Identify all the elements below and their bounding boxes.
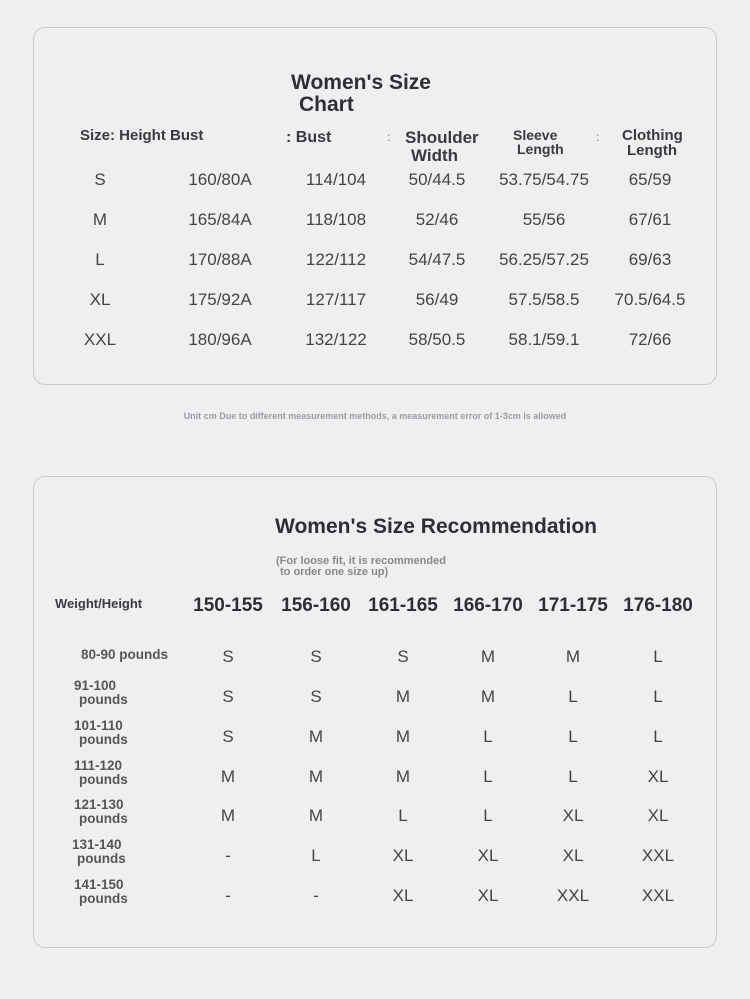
recommended-size-cell: XXL [556,886,590,905]
recommended-size-cell: L [568,727,578,746]
recommended-size-cell: S [310,647,322,666]
weight-row-label: 111-120 [74,758,123,773]
recommended-size-cell: XL [647,806,669,825]
size-chart-cell-shoulder-width: 58/50.5 [408,330,466,349]
recommended-size-cell: XXL [641,846,675,865]
size-chart-cell-size: XL [89,290,111,309]
weight-row-label-unit: pounds [79,772,128,787]
size-chart-cell-clothing-length: 65/59 [628,170,672,189]
recommended-size-cell: L [483,767,493,786]
height-column-header: 150-155 [193,595,263,616]
size-chart-cell-height-bust: 180/96A [188,330,252,349]
recommended-size-cell: L [483,727,493,746]
size-chart-cell-bust: 122/112 [305,250,367,269]
size-chart-title: Women's Size [291,71,431,94]
weight-row-label: 121-130 [74,797,124,812]
weight-row-label-unit: pounds [79,811,128,826]
recommended-size-cell: M [395,727,411,746]
recommended-size-cell: - [225,886,231,905]
weight-row-label: 91-100 [74,678,117,693]
weight-row-label-unit: pounds [77,851,126,866]
size-chart-cell-sleeve-length: 57.5/58.5 [508,290,580,309]
header-shoulder-line2: Width [411,146,459,165]
size-chart-cell-clothing-length: 70.5/64.5 [614,290,686,309]
recommended-size-cell: M [220,767,236,786]
recommended-size-cell: S [310,687,322,706]
recommended-size-cell: M [480,647,496,666]
size-chart-cell-height-bust: 160/80A [188,170,252,189]
header-shoulder: Shoulder [405,128,479,147]
recommended-size-cell: L [653,727,663,746]
size-chart-cell-sleeve-length: 58.1/59.1 [508,330,580,349]
height-column-header: 171-175 [538,595,608,616]
weight-row-label-unit: pounds [79,692,128,707]
recommendation-title: Women's Size Recommendation [275,515,598,538]
weight-row-label: 131-140 [72,837,122,852]
recommended-size-cell: M [308,767,324,786]
recommended-size-cell: - [225,846,231,865]
recommendation-panel [33,476,717,948]
measurement-note: Unit cm Due to different measurement methods, a measurement error of 1-3cm is allowed [183,411,567,421]
recommended-size-cell: L [653,687,663,706]
recommended-size-cell: XL [647,767,669,786]
header-separator: : [596,130,600,144]
size-chart-cell-bust: 132/122 [305,330,367,349]
recommended-size-cell: XL [477,886,499,905]
recommended-size-cell: L [653,647,663,666]
weight-row-label: 80-90 pounds [81,647,169,662]
size-chart-cell-sleeve-length: 56.25/57.25 [499,250,589,269]
size-chart-cell-bust: 127/117 [305,290,367,309]
size-chart-cell-size: XXL [83,330,117,349]
recommended-size-cell: M [395,687,411,706]
recommended-size-cell: XL [392,886,414,905]
recommended-size-cell: S [222,647,234,666]
size-chart-cell-shoulder-width: 52/46 [415,210,459,229]
recommended-size-cell: M [395,767,411,786]
header-clothing: Clothing [622,127,683,144]
header-bust: : Bust [286,129,332,146]
size-chart-cell-sleeve-length: 55/56 [522,210,566,229]
weight-height-corner-label: Weight/Height [55,596,143,611]
recommended-size-cell: XL [562,846,584,865]
header-size-height-bust: Size: Height Bust [80,127,204,144]
size-chart-cell-clothing-length: 69/63 [628,250,672,269]
recommendation-subtitle-line2: to order one size up) [280,566,389,578]
size-chart-cell-bust: 118/108 [305,210,367,229]
recommended-size-cell: XXL [641,886,675,905]
header-sleeve-line2: Length [517,141,564,157]
recommended-size-cell: L [568,767,578,786]
size-chart-cell-sleeve-length: 53.75/54.75 [499,170,589,189]
header-clothing-line2: Length [627,142,677,159]
recommended-size-cell: XL [562,806,584,825]
recommended-size-cell: XL [477,846,499,865]
size-chart-cell-shoulder-width: 54/47.5 [408,250,466,269]
size-chart-cell-shoulder-width: 56/49 [415,290,459,309]
recommended-size-cell: L [311,846,321,865]
size-chart-cell-size: S [94,170,106,189]
height-column-header: 166-170 [453,595,523,616]
recommended-size-cell: M [308,727,324,746]
recommendation-subtitle: (For loose fit, it is recommended [276,555,446,567]
size-chart-cell-clothing-length: 72/66 [628,330,672,349]
height-column-header: 176-180 [623,595,693,616]
size-chart-cell-height-bust: 170/88A [188,250,252,269]
weight-row-label-unit: pounds [79,732,128,747]
recommended-size-cell: L [398,806,408,825]
recommended-size-cell: L [568,687,578,706]
height-column-header: 161-165 [368,595,438,616]
recommended-size-cell: M [565,647,581,666]
recommended-size-cell: S [222,727,234,746]
size-chart-cell-height-bust: 175/92A [188,290,252,309]
height-column-header: 156-160 [281,595,351,616]
recommended-size-cell: M [308,806,324,825]
weight-row-label: 101-110 [74,718,123,733]
weight-row-label: 141-150 [74,877,124,892]
header-sleeve: Sleeve [513,127,558,143]
recommended-size-cell: S [397,647,409,666]
size-chart-cell-size: M [92,210,108,229]
recommended-size-cell: XL [392,846,414,865]
weight-row-label-unit: pounds [79,891,128,906]
size-chart-title-line2: Chart [299,93,354,116]
size-chart-cell-shoulder-width: 50/44.5 [408,170,466,189]
recommended-size-cell: S [222,687,234,706]
header-separator: : [387,130,391,144]
recommended-size-cell: M [480,687,496,706]
size-chart-cell-size: L [95,250,105,269]
recommended-size-cell: M [220,806,236,825]
size-chart-cell-height-bust: 165/84A [188,210,252,229]
size-chart-cell-bust: 114/104 [305,170,367,189]
recommended-size-cell: - [313,886,319,905]
size-chart-cell-clothing-length: 67/61 [628,210,672,229]
recommended-size-cell: L [483,806,493,825]
